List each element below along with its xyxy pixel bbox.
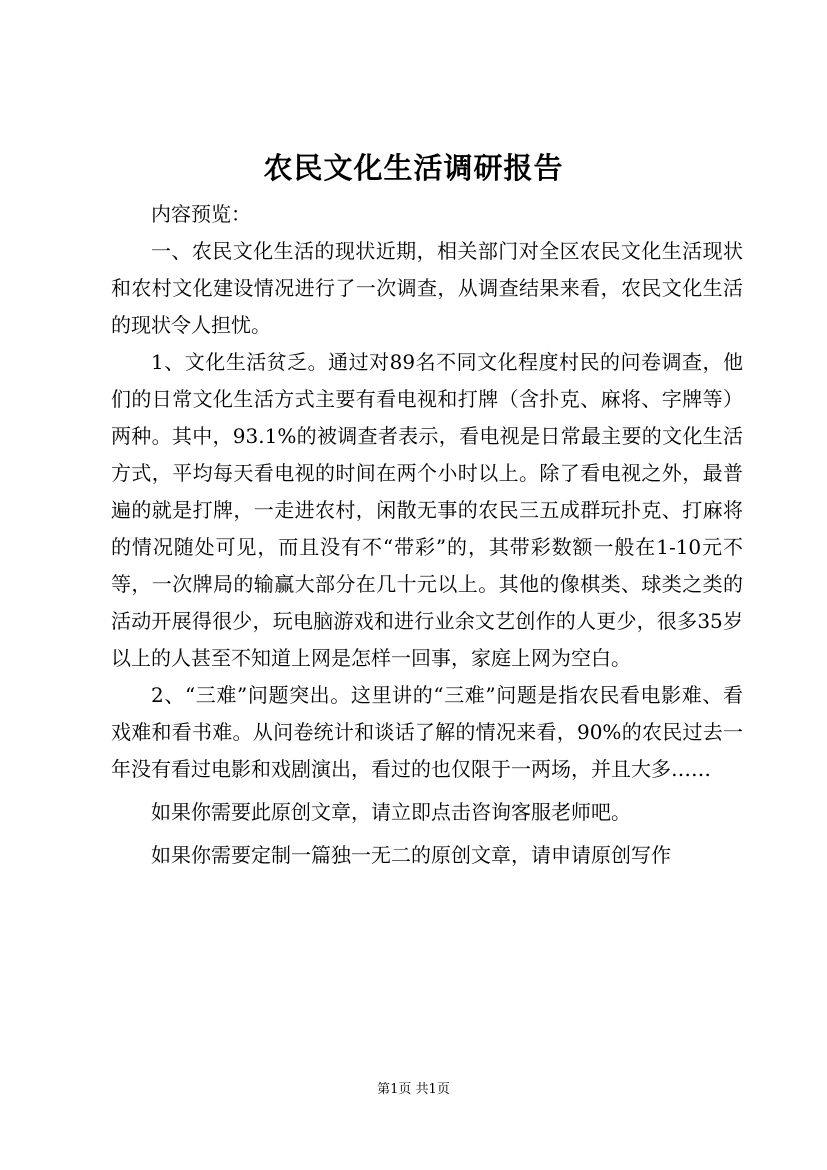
document-title: 农民文化生活调研报告 — [263, 151, 564, 185]
paragraph-preview-label: 内容预览： — [151, 202, 251, 226]
page-footer: 第1页 共1页 — [377, 1082, 450, 1097]
paragraph-section-one: 一、农民文化生活的现状近期，相关部门对全区农民文化生活现状和农村文化建设情况进行了一次调查，从调查结果来看，农民文化生活的现状令人担忧。 — [111, 239, 743, 337]
paragraph-point-two: 2、“三难”问题突出。这里讲的“三难”问题是指农民看电影难、看戏难和看书难。从问卷统计和谈话了解的情况来看，90%的农民过去一年没有看过电影和戏剧演出，看过的也仅限于一两场，并且大多…… — [111, 683, 743, 781]
document-body — [111, 196, 743, 874]
paragraph-point-one: 1、文化生活贫乏。通过对89名不同文化程度村民的问卷调查，他们的日常文化生活方式主要有看电视和打牌（含扑克、麻将、字牌等）两种。其中，93.1%的被调查者表示，看电视是日常最主要的文化生活方式，平均每天看电视的时间在两个小时以上。除了看电视之外，最普遍的就是打牌，一走进农村，闲散无事的农民三五成群玩扑克、打麻将的情况随处可见，而且没有不“带彩”的，其带彩数额一般在1-10元不等，一次牌局的输赢大部分在几十元以上。其他的像棋类、球类之类的活动开展得很少，玩电脑游戏和进行业余文艺创作的人更少，很多35岁以上的人甚至不知道上网是怎样一回事，家庭上网为空白。 — [111, 350, 743, 670]
paragraph-custom-writing: 如果你需要定制一篇独一无二的原创文章，请申请原创写作 — [151, 843, 671, 867]
paragraph-contact-service: 如果你需要此原创文章，请立即点击咨询客服老师吧。 — [151, 800, 631, 824]
